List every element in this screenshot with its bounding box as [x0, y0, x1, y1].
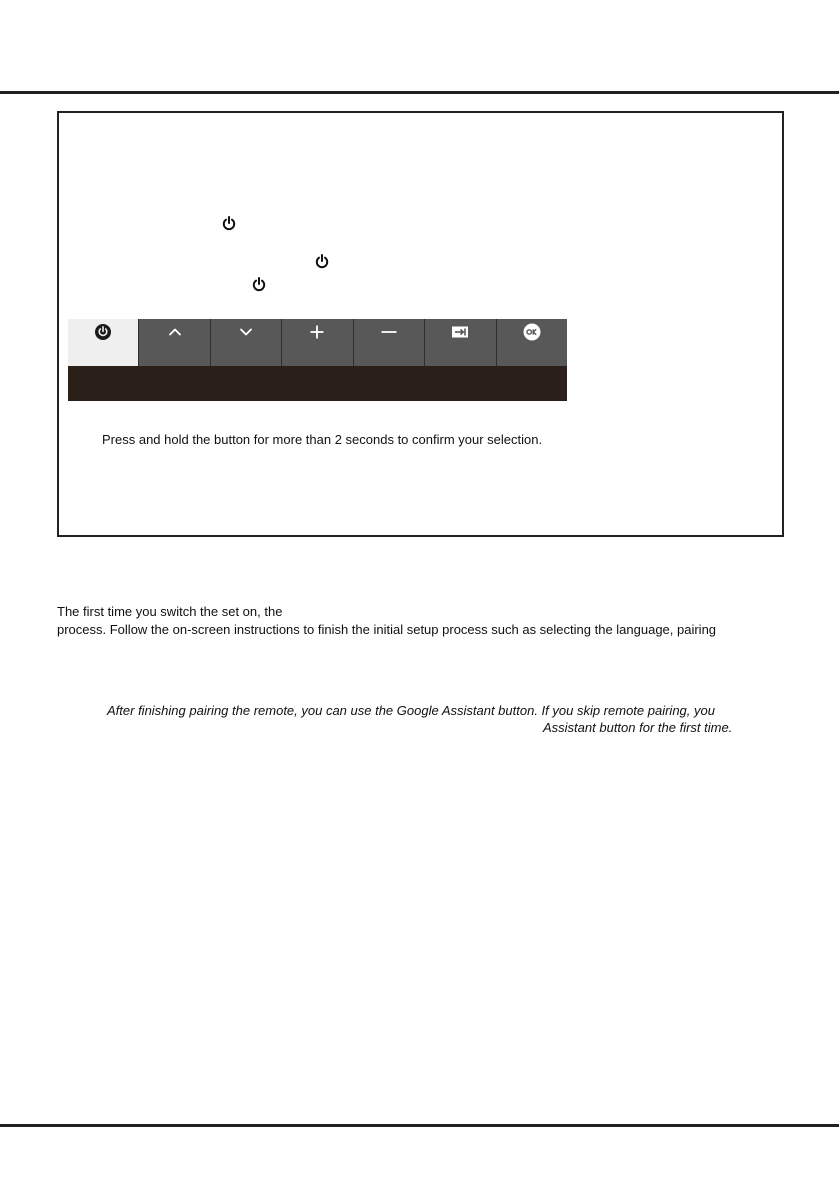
- channel-up-key[interactable]: [138, 319, 209, 366]
- control-key-row: [68, 319, 567, 366]
- channel-down-key[interactable]: [210, 319, 281, 366]
- power-icon: [251, 276, 267, 293]
- assistant-note-line-2: Assistant button for the first time.: [543, 720, 733, 735]
- footer-rule: [0, 1124, 839, 1127]
- tv-control-key-panel: [68, 319, 567, 401]
- hold-button-note: Press and hold the button for more than 2 seconds to confirm your selection.: [102, 432, 543, 447]
- ok-key[interactable]: [496, 319, 567, 366]
- assistant-note-line-1: After finishing pairing the remote, you can use the Google Assistant button. If you skip remote pairing, you: [107, 703, 715, 718]
- chevron-down-icon: [237, 323, 255, 341]
- volume-up-key[interactable]: [281, 319, 352, 366]
- header-rule: [0, 91, 839, 94]
- volume-down-key[interactable]: [353, 319, 424, 366]
- setup-paragraph-line-1: The first time you switch the set on, the: [57, 604, 283, 619]
- power-key[interactable]: [68, 319, 138, 366]
- setup-paragraph-line-2: process. Follow the on-screen instructions to finish the initial setup process such as selecting the language, pairing: [57, 622, 717, 637]
- plus-icon: [308, 323, 326, 341]
- minus-icon: [380, 323, 398, 341]
- power-icon: [94, 323, 112, 341]
- power-icon: [314, 253, 330, 270]
- input-source-key[interactable]: [424, 319, 495, 366]
- ok-icon: [523, 323, 541, 341]
- power-icon: [221, 215, 237, 232]
- chevron-up-icon: [166, 323, 184, 341]
- key-panel-label-strip: [68, 366, 567, 401]
- input-source-icon: [451, 323, 469, 341]
